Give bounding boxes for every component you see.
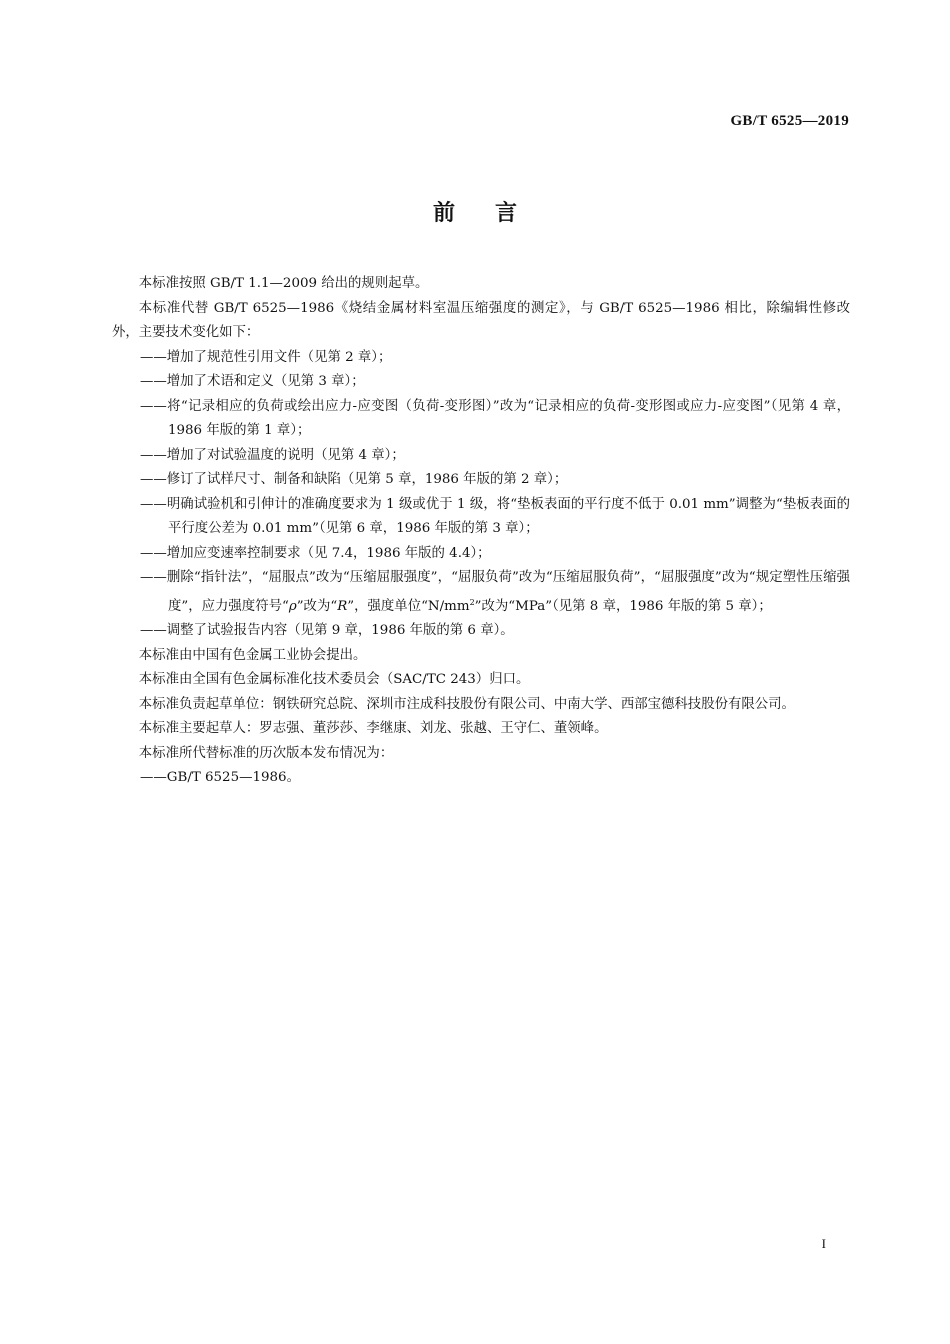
superscript: 2: [469, 597, 475, 607]
change-item: ——将“记录相应的负荷或绘出应力-应变图（负荷-变形图）”改为“记录相应的负荷-变形图或应力-应变图”（见第 4 章，1986 年版的第 1 章）；: [140, 398, 850, 438]
paragraph-committee: 本标准由全国有色金属标准化技术委员会（SAC/TC 243）归口。: [138, 672, 530, 687]
change-item: ——增加应变速率控制要求（见 7.4，1986 年版的 4.4）；: [140, 545, 491, 561]
paragraph-history: 本标准所代替标准的历次版本发布情况为：: [138, 745, 394, 761]
standard-code: GB/T 6525—2019: [730, 113, 849, 129]
change-item-strength: [112, 566, 850, 619]
change-item: ——修订了试样尺寸、制备和缺陷（见第 5 章，1986 年版的第 2 章）；: [140, 472, 568, 487]
change-text: ”改为“: [296, 598, 338, 614]
page-number: I: [821, 1236, 826, 1251]
foreword-body: [112, 272, 850, 791]
change-item: ——增加了规范性引用文件（见第 2 章）；: [140, 349, 392, 365]
paragraph-drafters: 本标准主要起草人：罗志强、董莎莎、李继康、刘龙、张越、王守仁、董领峰。: [138, 721, 608, 736]
change-item: ——增加了术语和定义（见第 3 章）；: [140, 374, 365, 389]
change-item: ——明确试验机和引伸计的准确度要求为 1 级或优于 1 级，将“垫板表面的平行度不低于 0.01 mm”调整为“垫板表面的平行度公差为 0.01 mm”（见第 6 章，1986 年版的第 3 章）；: [140, 496, 850, 536]
change-item: ——调整了试验报告内容（见第 9 章，1986 年版的第 6 章）。: [140, 623, 514, 638]
page-title: 前言: [432, 201, 557, 226]
change-item: ——增加了对试验温度的说明（见第 4 章）；: [140, 447, 405, 463]
paragraph-drafting-rule: 本标准按照 GB/T 1.1—2009 给出的规则起草。: [138, 276, 429, 291]
r-symbol: R: [337, 598, 348, 614]
paragraph-replacement: 本标准代替 GB/T 6525—1986《烧结金属材料室温压缩强度的测定》，与 GB/T 6525—1986 相比，除编辑性修改外，主要技术变化如下：: [112, 300, 850, 340]
change-text: ”改为“MPa”（见第 8 章，1986 年版的第 5 章）；: [474, 598, 772, 614]
rho-symbol: ρ: [288, 598, 297, 614]
paragraph-drafting-units: 本标准负责起草单位：钢铁研究总院、深圳市注成科技股份有限公司、中南大学、西部宝德科技股份有限公司。: [138, 696, 795, 712]
paragraph-proposer: 本标准由中国有色金属工业协会提出。: [138, 647, 367, 663]
history-item: ——GB/T 6525—1986。: [140, 770, 300, 785]
change-text: ——删除“指针法”，“屈服点”改为“压缩屈服强度”，“屈服负荷”改为“压缩屈服负荷”，“屈服强度”改为“规定塑性压缩强度”，应力强度符号“: [140, 570, 850, 614]
change-text: ”，强度单位“N/mm: [347, 598, 470, 614]
